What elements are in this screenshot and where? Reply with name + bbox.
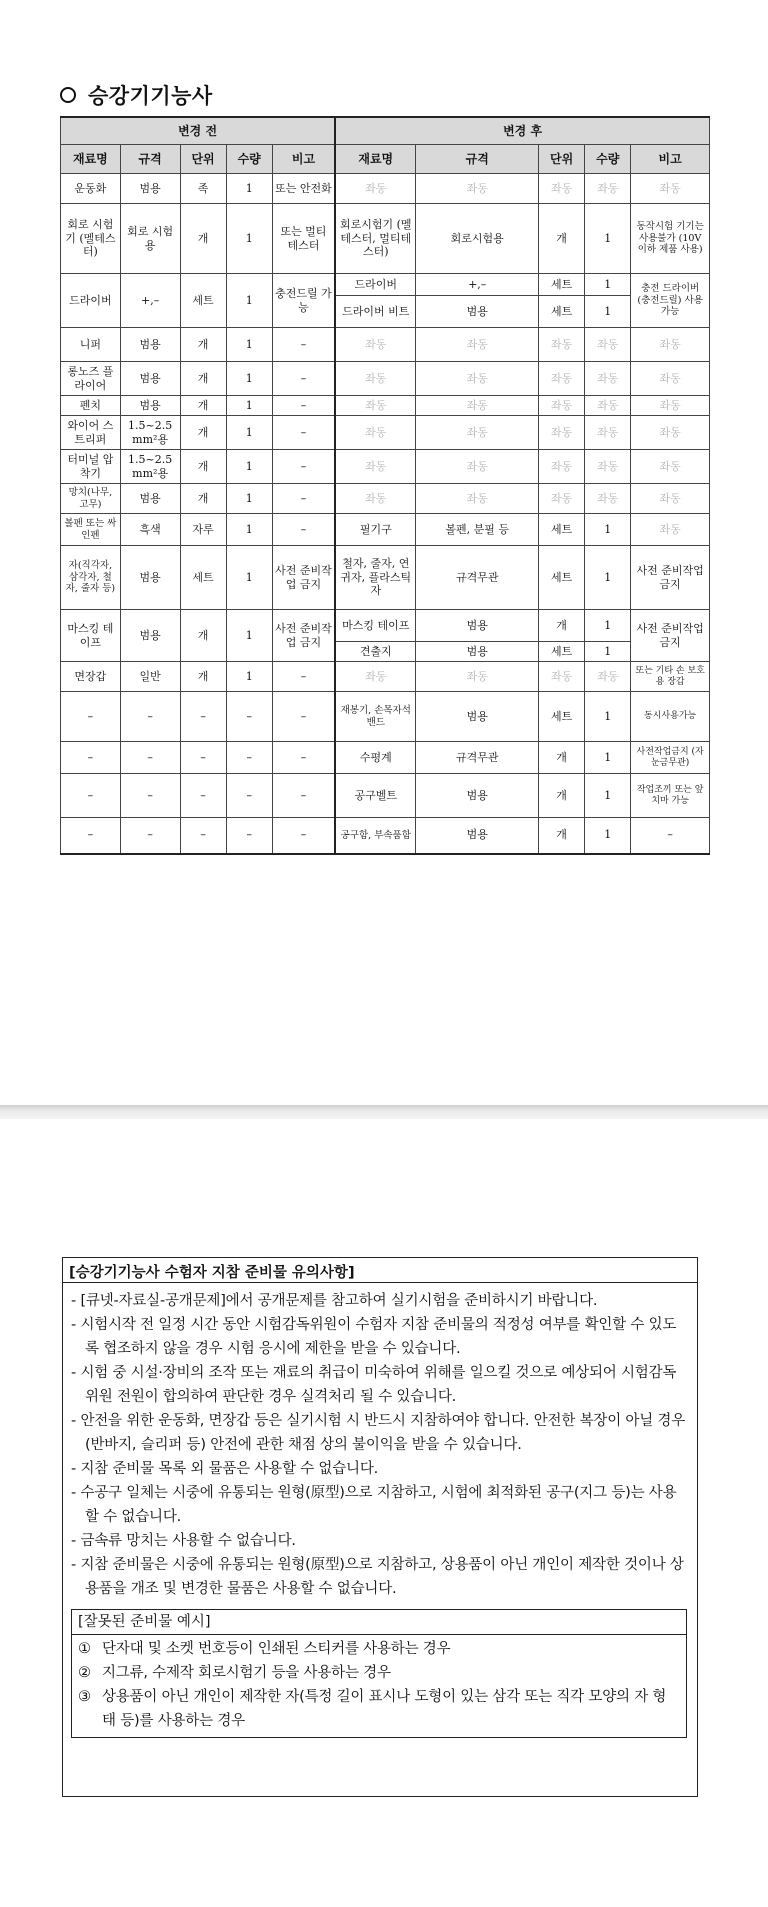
cell: 마스킹 테이프 — [335, 610, 416, 642]
cell-dash: – — [226, 742, 272, 774]
cell-dash: – — [61, 818, 121, 854]
cell: – — [272, 662, 335, 692]
cell-same: 좌동 — [416, 396, 539, 416]
table-row — [61, 742, 710, 774]
cell: 회로 시험기 (멜테스터) — [61, 204, 121, 274]
cell: 일반 — [120, 662, 180, 692]
cell-same: 좌동 — [416, 362, 539, 396]
cell: 1 — [226, 328, 272, 362]
cell: – — [272, 362, 335, 396]
materials-table — [60, 116, 710, 855]
cell-dash: – — [272, 818, 335, 854]
cell: 사전 준비작업 금지 — [631, 610, 710, 662]
cell-same: 좌동 — [585, 328, 631, 362]
item-text: 단자대 및 소켓 번호등이 인쇄된 스티커를 사용하는 경우 — [102, 1641, 451, 1657]
table-row — [61, 818, 710, 854]
cell-same: 좌동 — [585, 362, 631, 396]
cell-same: 좌동 — [335, 662, 416, 692]
cell: 사전 준비작업 금지 — [272, 546, 335, 610]
cell: 개 — [180, 450, 226, 484]
cell-dash: – — [180, 774, 226, 818]
list-item — [78, 1685, 678, 1733]
col-header: 재료명 — [61, 145, 121, 174]
cell: 범용 — [416, 818, 539, 854]
list-item — [78, 1637, 678, 1661]
cell: – — [272, 328, 335, 362]
cell: – — [272, 396, 335, 416]
cell: 범용 — [120, 484, 180, 514]
list-item: - 지참 준비물 목록 외 물품은 사용할 수 없습니다. — [71, 1461, 379, 1477]
cell: 롱노즈 플라이어 — [61, 362, 121, 396]
col-header: 단위 — [180, 145, 226, 174]
cell: 1 — [226, 450, 272, 484]
cell-same: 좌동 — [416, 484, 539, 514]
cell: 개 — [180, 610, 226, 662]
cell-same: 좌동 — [631, 514, 710, 546]
cell: 1 — [585, 692, 631, 742]
cell: 세트 — [539, 546, 585, 610]
table-row — [61, 416, 710, 450]
cell: 1.5~2.5 mm²용 — [120, 450, 180, 484]
cell-same: 좌동 — [416, 174, 539, 204]
cell: 범용 — [120, 362, 180, 396]
cell: 펜치 — [61, 396, 121, 416]
cell: 개 — [539, 742, 585, 774]
list-item: - 안전을 위한 운동화, 면장갑 등은 실기시험 시 반드시 지참하여야 합니다. 안전한 복장이 아닐 경우(반바지, 슬리퍼 등) 안전에 관한 채점 상의 불이익을 받을 수 있습니다. — [71, 1413, 686, 1453]
table-row — [61, 362, 710, 396]
cell: 동시사용가능 — [631, 692, 710, 742]
cell: 또는 기타 손 보호용 장갑 — [631, 662, 710, 692]
cell-same: 좌동 — [416, 662, 539, 692]
cell-same: 좌동 — [539, 484, 585, 514]
cell-dash: – — [120, 774, 180, 818]
cell: 1 — [226, 546, 272, 610]
cell: 재봉기, 손목자석밴드 — [335, 692, 416, 742]
list-item: - 지참 준비물은 시중에 유통되는 원형(原型)으로 지참하고, 상용품이 아닌 개인이 제작한 것이나 상용품을 개조 및 변경한 물품은 사용할 수 없습니다. — [71, 1557, 684, 1597]
section-title: 승강기기능사 — [60, 80, 213, 110]
table-row — [61, 204, 710, 274]
cell: 운동화 — [61, 174, 121, 204]
wrong-examples-heading: [잘못된 준비물 예시] — [72, 1610, 686, 1635]
cell: 1 — [585, 514, 631, 546]
cell-dash: – — [226, 692, 272, 742]
cell-same: 좌동 — [335, 174, 416, 204]
cell: 개 — [539, 610, 585, 642]
cell: 세트 — [180, 274, 226, 328]
cell: 세트 — [539, 274, 585, 296]
cell: – — [272, 514, 335, 546]
cell: 와이어 스트리퍼 — [61, 416, 121, 450]
cell-same: 좌동 — [539, 174, 585, 204]
table-row — [61, 396, 710, 416]
cell: 1 — [585, 642, 631, 662]
cell-dash: – — [180, 692, 226, 742]
item-number: ② — [78, 1665, 91, 1681]
cell: +,– — [120, 274, 180, 328]
table-row — [61, 662, 710, 692]
list-item — [78, 1661, 678, 1685]
cell: 세트 — [539, 296, 585, 328]
cell: 1 — [585, 546, 631, 610]
cell: 드라이버 비트 — [335, 296, 416, 328]
cell: 1 — [226, 416, 272, 450]
cell: 개 — [539, 818, 585, 854]
cell: 범용 — [120, 396, 180, 416]
item-number: ③ — [78, 1689, 91, 1705]
cell: 동작시험 기기는 사용불가 (10V 이하 제품 사용) — [631, 204, 710, 274]
cell: 볼펜 또는 싸인펜 — [61, 514, 121, 546]
table-group-header — [61, 117, 710, 145]
cell-same: 좌동 — [585, 396, 631, 416]
cell: 세트 — [539, 692, 585, 742]
cell: 1 — [585, 204, 631, 274]
cell: 드라이버 — [61, 274, 121, 328]
cell-same: 좌동 — [539, 416, 585, 450]
cell: 니퍼 — [61, 328, 121, 362]
cell-same: 좌동 — [585, 484, 631, 514]
cell-dash: – — [272, 692, 335, 742]
cell: 세트 — [539, 514, 585, 546]
cell: 범용 — [120, 174, 180, 204]
cell-dash: – — [180, 742, 226, 774]
list-item: - 시험 중 시설·장비의 조작 또는 재료의 취급이 미숙하여 위해를 일으킬 것으로 예상되어 시험감독위원 전원이 합의하여 판단한 경우 실격처리 될 수 있습니다. — [71, 1365, 677, 1405]
cell: 개 — [539, 774, 585, 818]
cell-same: 좌동 — [631, 450, 710, 484]
cell: 마스킹 테이프 — [61, 610, 121, 662]
cell: 1 — [226, 362, 272, 396]
cell: 1 — [226, 204, 272, 274]
cell: 1 — [226, 484, 272, 514]
cell: 개 — [180, 662, 226, 692]
cell-same: 좌동 — [585, 174, 631, 204]
cell: 공구함, 부속품함 — [335, 818, 416, 854]
col-header: 재료명 — [335, 145, 416, 174]
cell-same: 좌동 — [539, 450, 585, 484]
table-row — [61, 328, 710, 362]
cell: 공구벨트 — [335, 774, 416, 818]
cell-dash: – — [120, 692, 180, 742]
table-row — [61, 274, 710, 296]
cell-dash: – — [120, 742, 180, 774]
col-header: 수량 — [226, 145, 272, 174]
cell: 개 — [539, 204, 585, 274]
cell-dash: – — [272, 742, 335, 774]
cell: 세트 — [539, 642, 585, 662]
table-row — [61, 484, 710, 514]
wrong-examples-list — [72, 1637, 686, 1733]
cell-dash: – — [61, 742, 121, 774]
cell: – — [631, 818, 710, 854]
cell-dash: – — [120, 818, 180, 854]
cell-dash: – — [180, 818, 226, 854]
cell-dash: – — [272, 774, 335, 818]
cell-same: 좌동 — [631, 362, 710, 396]
cell: 범용 — [416, 296, 539, 328]
page-separator — [0, 1105, 768, 1119]
cell: 수평계 — [335, 742, 416, 774]
cell-same: 좌동 — [416, 328, 539, 362]
cell-same: 좌동 — [585, 662, 631, 692]
cell: 1.5~2.5 mm²용 — [120, 416, 180, 450]
cell: 개 — [180, 484, 226, 514]
cell-same: 좌동 — [335, 396, 416, 416]
cell: 1 — [226, 174, 272, 204]
cell: 1 — [226, 514, 272, 546]
cell-same: 좌동 — [631, 328, 710, 362]
table-row — [61, 774, 710, 818]
cell: 1 — [226, 662, 272, 692]
circle-bullet-icon — [60, 87, 76, 103]
cell: 작업조끼 또는 앞치마 가능 — [631, 774, 710, 818]
cell: 회로 시험용 — [120, 204, 180, 274]
cell: 범용 — [120, 610, 180, 662]
cell: 필기구 — [335, 514, 416, 546]
cell-dash: – — [61, 692, 121, 742]
cell-dash: – — [226, 818, 272, 854]
cell: 견출지 — [335, 642, 416, 662]
cell: 1 — [585, 818, 631, 854]
col-header: 비고 — [631, 145, 710, 174]
cell: 개 — [180, 396, 226, 416]
notice-list — [63, 1289, 697, 1601]
cell: 1 — [226, 274, 272, 328]
table-row — [61, 174, 710, 204]
cell: 범용 — [416, 774, 539, 818]
cell-same: 좌동 — [539, 396, 585, 416]
cell-same: 좌동 — [539, 362, 585, 396]
cell-same: 좌동 — [416, 416, 539, 450]
cell: 1 — [585, 742, 631, 774]
table-row — [61, 610, 710, 642]
list-item: - 금속류 망치는 사용할 수 없습니다. — [71, 1533, 296, 1549]
cell: 1 — [585, 296, 631, 328]
cell-same: 좌동 — [539, 662, 585, 692]
list-item: - 시험시작 전 일정 시간 동안 시험감독위원이 수험자 지참 준비물의 적정성 여부를 확인할 수 있도록 협조하지 않을 경우 시험 응시에 제한을 받을 수 있습니다. — [71, 1317, 677, 1357]
cell: 개 — [180, 362, 226, 396]
cell: 망치(나무, 고무) — [61, 484, 121, 514]
cell: 범용 — [416, 642, 539, 662]
cell: 자(직각자, 삼각자, 철자, 줄자 등) — [61, 546, 121, 610]
cell: 1 — [585, 274, 631, 296]
cell: 사전 준비작업 금지 — [272, 610, 335, 662]
cell: 터미널 압착기 — [61, 450, 121, 484]
list-item: - 수공구 일체는 시중에 유통되는 원형(原型)으로 지참하고, 시험에 최적화된 공구(지그 등)는 사용할 수 없습니다. — [71, 1485, 677, 1525]
cell-same: 좌동 — [631, 484, 710, 514]
cell: 또는 멀티 테스터 — [272, 204, 335, 274]
cell: 1 — [585, 610, 631, 642]
cell-same: 좌동 — [335, 362, 416, 396]
table-column-header — [61, 145, 710, 174]
cell: 개 — [180, 204, 226, 274]
cell-same: 좌동 — [631, 396, 710, 416]
item-number: ① — [78, 1641, 91, 1657]
cell: 규격무관 — [416, 742, 539, 774]
wrong-examples-box — [71, 1609, 687, 1738]
notice-box — [62, 1257, 698, 1797]
col-header: 규격 — [120, 145, 180, 174]
cell: 드라이버 — [335, 274, 416, 296]
cell-dash: – — [61, 774, 121, 818]
cell: – — [272, 450, 335, 484]
cell: 1 — [585, 774, 631, 818]
col-header: 수량 — [585, 145, 631, 174]
cell: 충전 드라이버 (충전드릴) 사용가능 — [631, 274, 710, 328]
cell: – — [272, 416, 335, 450]
cell: 세트 — [180, 546, 226, 610]
cell: 범용 — [416, 610, 539, 642]
cell: 개 — [180, 416, 226, 450]
cell: 범용 — [120, 328, 180, 362]
cell: 범용 — [120, 546, 180, 610]
cell-same: 좌동 — [631, 416, 710, 450]
cell: 족 — [180, 174, 226, 204]
cell: 사전 준비작업 금지 — [631, 546, 710, 610]
cell: 회로시험용 — [416, 204, 539, 274]
cell: – — [272, 484, 335, 514]
cell-same: 좌동 — [335, 328, 416, 362]
col-header: 규격 — [416, 145, 539, 174]
cell-same: 좌동 — [631, 174, 710, 204]
cell-same: 좌동 — [335, 484, 416, 514]
cell: 개 — [180, 328, 226, 362]
table-row — [61, 692, 710, 742]
group-before: 변경 전 — [61, 117, 336, 145]
cell-same: 좌동 — [335, 450, 416, 484]
cell-dash: – — [226, 774, 272, 818]
page-2 — [0, 1119, 768, 1907]
cell: +,– — [416, 274, 539, 296]
cell: 볼펜, 분필 등 — [416, 514, 539, 546]
cell-same: 좌동 — [335, 416, 416, 450]
cell: 자루 — [180, 514, 226, 546]
cell: 회로시험기 (멜테스터, 멀티테스터) — [335, 204, 416, 274]
cell: 또는 안전화 — [272, 174, 335, 204]
cell-same: 좌동 — [585, 450, 631, 484]
table-row — [61, 450, 710, 484]
cell: 사전작업금지 (자눈금무관) — [631, 742, 710, 774]
cell-same: 좌동 — [585, 416, 631, 450]
cell: 철자, 줄자, 연귀자, 플라스틱자 — [335, 546, 416, 610]
notice-heading: [승강기기능사 수험자 지참 준비물 유의사항] — [63, 1258, 697, 1283]
item-text: 지그류, 수제작 회로시험기 등을 사용하는 경우 — [102, 1665, 391, 1681]
cell: 면장갑 — [61, 662, 121, 692]
cell: 1 — [226, 610, 272, 662]
item-text: 상용품이 아닌 개인이 제작한 자(특정 길이 표시나 도형이 있는 삼각 또는 직각 모양의 자 형태 등)를 사용하는 경우 — [102, 1689, 667, 1729]
cell: 충전드릴 가능 — [272, 274, 335, 328]
list-item: - [큐넷-자료실-공개문제]에서 공개문제를 참고하여 실기시험을 준비하시기 바랍니다. — [71, 1293, 598, 1309]
table-row — [61, 546, 710, 610]
cell: 흑색 — [120, 514, 180, 546]
col-header: 비고 — [272, 145, 335, 174]
cell: 규격무관 — [416, 546, 539, 610]
cell: 1 — [226, 396, 272, 416]
cell-same: 좌동 — [539, 328, 585, 362]
table-row — [61, 514, 710, 546]
cell-same: 좌동 — [416, 450, 539, 484]
cell: 범용 — [416, 692, 539, 742]
col-header: 단위 — [539, 145, 585, 174]
group-after: 변경 후 — [335, 117, 709, 145]
